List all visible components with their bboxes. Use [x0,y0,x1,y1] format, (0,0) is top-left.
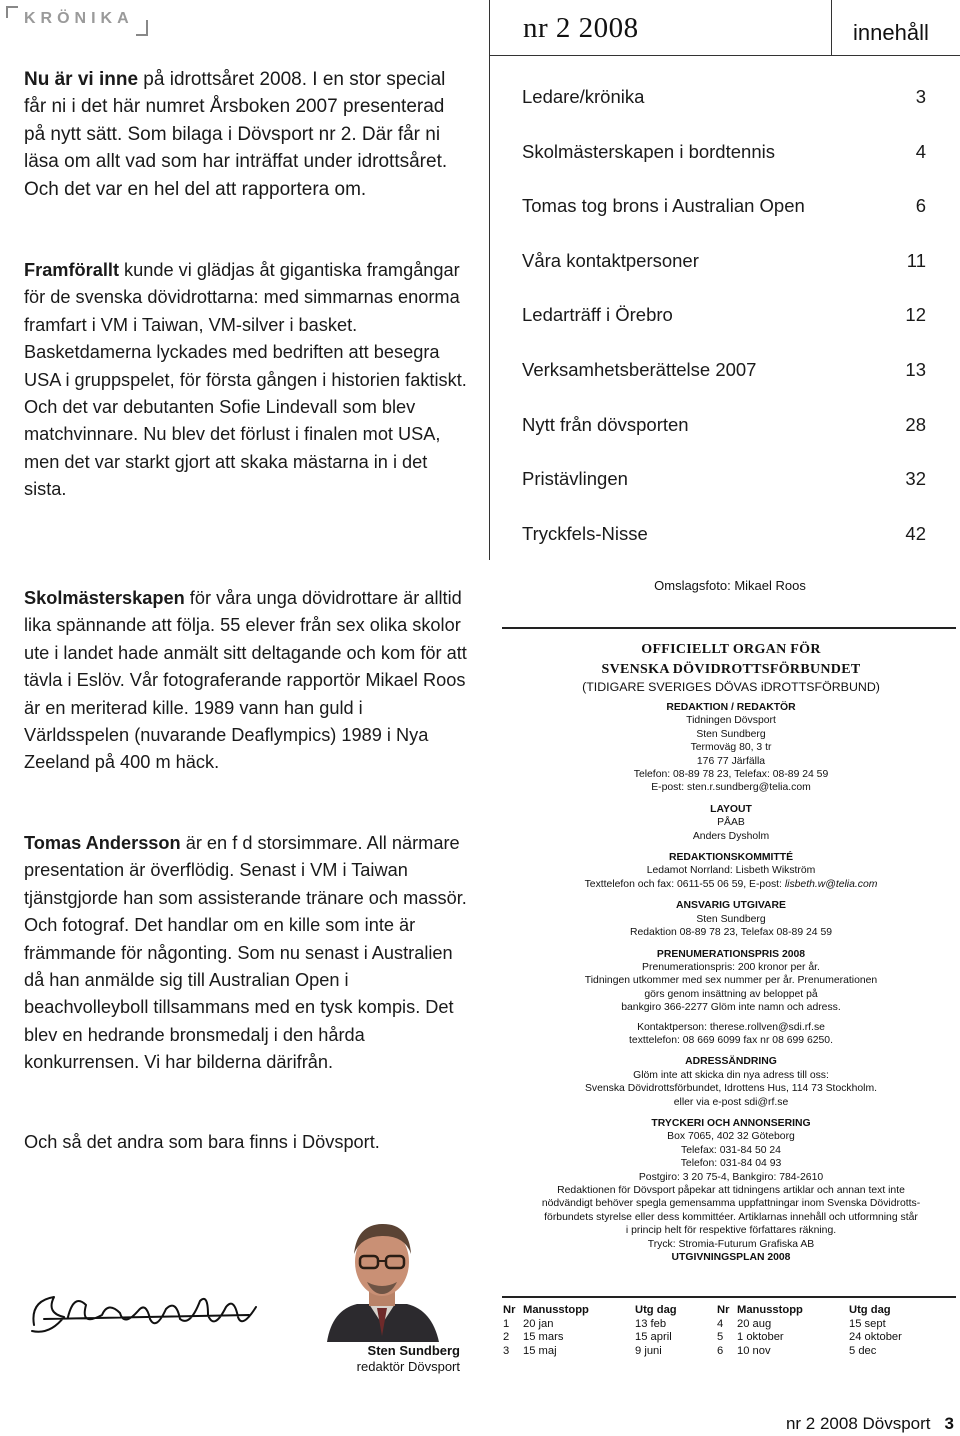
closing-line: Och så det andra som bara finns i Dövsport. [24,1132,380,1152]
toc-title: Tomas tog brons i Australian Open [522,195,805,217]
colophon-rule [502,627,956,629]
schedule-utg: 15 april [635,1331,672,1344]
schedule-row [503,1331,715,1345]
toc-entry[interactable] [522,304,926,359]
adress-line: eller via e-post sdi@rf.se [673,1096,789,1108]
redaktion-line: Telefon: 08-89 78 23, Telefax: 08-89 24 59 [633,769,829,781]
page-number: 3 [944,1414,954,1433]
pren-heading: PRENUMERATIONSPRIS 2008 [656,948,806,960]
schedule-utg: 13 feb [635,1317,667,1330]
tryck-line: Redaktionen för Dövsport påpekar att tidningens artiklar och annan text inte [557,1185,905,1196]
tryck-heading: TRYCKERI OCH ANNONSERING [651,1117,811,1129]
toc-page: 3 [915,86,926,107]
utgivare-line: Redaktion 08-89 78 23, Telefax 08-89 24 59 [630,927,832,939]
tryck-line: Telefax: 031-84 50 24 [681,1144,781,1156]
toc-title: Skolmästerskapen i bordtennis [522,140,775,162]
redaktion-line: Tidningen Dövsport [686,715,776,727]
schedule-header-manus: Manusstopp [737,1304,803,1316]
tryck-line: Telefon: 031-84 04 93 [680,1158,782,1170]
schedule-nr: 6 [717,1344,724,1357]
schedule-row [503,1345,715,1359]
layout-heading: LAYOUT [710,803,752,815]
org-former-name: (TIDIGARE SVERIGES DÖVAS iDROTTSFÖRBUND) [582,680,880,694]
kommitte-email[interactable]: lisbeth.w@telia.com [784,878,878,890]
schedule-manus: 15 maj [523,1344,557,1357]
schedule-nr: 4 [717,1317,724,1330]
schedule-row [717,1318,929,1332]
plan-heading: UTGIVNINGSPLAN 2008 [671,1252,791,1264]
tryck-line: nödvändigt behöver spegla gemensamma uppfattningar inom Svenska Dövidrotts- [541,1198,921,1210]
masthead [489,0,960,55]
paragraph-lead: Skolmästerskapen [24,588,185,608]
schedule-header-row [503,1304,715,1318]
toc-page: 13 [905,358,926,380]
org-line-1: OFFICIELLT ORGAN FÖR [641,642,821,657]
schedule-manus: 10 nov [737,1344,771,1357]
colophon [502,640,960,1264]
pren-contact-line: texttelefon: 08 669 6099 fax nr 08 699 6250. [629,1034,833,1046]
toc-page: 6 [915,195,926,217]
author-title: redaktör Dövsport [356,1359,460,1374]
column-divider [489,0,490,560]
paragraph-lead: Framförallt [24,260,119,280]
adress-line: Glöm inte att skicka din nya adress till oss: [633,1069,829,1081]
redaktion-line: Sten Sundberg [696,728,766,740]
section-label-box [0,0,150,38]
schedule-header-nr: Nr [503,1304,516,1316]
pren-line: Tidningen utkommer med sex nummer per år. Prenumerationen [584,975,878,987]
author-photo [317,1212,447,1342]
cover-photo-credit: Omslagsfoto: Mikael Roos [654,578,806,593]
redaktion-email[interactable]: E-post: sten.r.sundberg@telia.com [651,782,811,794]
pren-line: görs genom insättning av beloppet på [644,988,818,1000]
toc-page: 11 [906,249,926,271]
intro-text: på idrottsåret 2008. I en stor special får ni i det här numret Årsboken 2007 presenterad på nytt sätt. Som bilaga i Dövsport nr 2. Där får ni läsa om allt vad som har inträffat under idrottsåret. Och det var en hel del att rapportera om. [24,69,448,200]
issue-number: nr 2 2008 [523,12,639,44]
schedule-nr: 1 [503,1317,510,1330]
schedule-utg: 9 juni [635,1344,662,1357]
adress-heading: ADRESSÄNDRING [685,1056,777,1068]
org-line-2: SVENSKA DÖVIDROTTSFÖRBUNDET [601,662,861,677]
schedule-row [717,1331,929,1345]
footer-text: nr 2 2008 Dövsport [785,1414,931,1433]
corner-bracket-top-left [6,6,18,18]
schedule-manus: 20 jan [523,1317,554,1330]
paragraph-framforallt [24,257,469,504]
toc-title: Verksamhetsberättelse 2007 [522,358,757,380]
toc-title: Pristävlingen [522,468,628,490]
schedule-header-utg: Utg dag [849,1304,891,1316]
schedule-utg: 24 oktober [849,1331,902,1344]
toc-title: Tryckfels-Nisse [522,522,648,544]
kommitte-heading: REDAKTIONSKOMMITTÉ [668,852,794,864]
adress-line: Svenska Dövidrottsförbundet, Idrottens Hus, 114 73 Stockholm. [584,1083,878,1095]
toc-page: 28 [905,413,926,435]
paragraph-text: är en f d storsimmare. All närmare presentation är överflödig. Senast i VM i Taiwan tjänstgjorde han som assisterande tränare och massör. Och fotograf. Det handlar om en kille som inte är främmande för någonting. Som nu senast i Australien då han anmälde sig till Australian Open i beachvolleyboll tillsammans med en tysk kompis. Det blev en hedrande bronsmedalj i den hårda konkurrensen. Vi har bilderna därifrån. [24,833,467,1073]
signature [24,1283,264,1363]
redaktion-line: Termoväg 80, 3 tr [690,742,772,754]
schedule-header-row [717,1304,929,1318]
author-caption [330,1343,460,1375]
pren-line: bankgiro 366-2277 Glöm inte namn och adress. [621,1002,841,1014]
schedule-header-manus: Manusstopp [523,1304,589,1316]
toc-title: Ledare/krönika [522,86,645,107]
layout-line: Anders Dysholm [692,830,770,842]
kommitte-line: Ledamot Norrland: Lisbeth Wikström [646,865,816,877]
toc-entry[interactable] [522,141,926,196]
schedule-manus: 20 aug [737,1317,772,1330]
toc-entry[interactable] [522,414,926,469]
corner-bracket-bottom-right [136,20,148,36]
kommitte-contact [502,878,960,891]
pren-line: Prenumerationspris: 200 kronor per år. [642,961,820,973]
schedule-row [717,1345,929,1359]
toc-page: 42 [905,522,926,544]
masthead-rule [489,55,960,56]
schedule-nr: 2 [503,1331,510,1344]
schedule-table-right [717,1304,929,1358]
paragraph-tomas [24,830,469,1077]
schedule-utg: 15 sept [849,1317,886,1330]
toc-page: 12 [905,304,926,326]
layout-line: PÅAB [717,817,745,829]
schedule-manus: 1 oktober [737,1331,784,1344]
schedule-header-utg: Utg dag [635,1304,677,1316]
toc-page: 32 [905,468,926,490]
toc-entry[interactable] [522,523,926,578]
intro-lead: Nu är vi inne [24,69,139,90]
toc-entry[interactable] [522,250,926,305]
tryck-line: Tryck: Stromia-Futurum Grafiska AB [647,1238,815,1250]
schedule-nr: 3 [503,1344,510,1357]
table-of-contents [522,86,926,577]
redaktion-heading: REDAKTION / REDAKTÖR [666,702,796,713]
toc-title: Ledarträff i Örebro [522,304,673,326]
section-label: KRÖNIKA [24,10,134,27]
schedule-utg: 5 dec [849,1344,877,1357]
paragraph-text: kunde vi glädjas åt gigantiska framgångar för de svenska dövidrottarna: med simmarnas enorma framfart i VM i Taiwan, VM-silver i basket. Basketdamerna lyckades med bedriften att besegra USA i gruppspelet, för första gången i historien faktiskt. Och det var debutanten Sofie Lindevall som blev matchvinnare. Nu blev det förlust i finalen mot USA, men det var starkt gjort att skaka mästarna in i det sista. [24,260,467,500]
contents-label: innehåll [853,20,929,45]
paragraph-text: för våra unga dövidrottare är alltid lika spännande att följa. 55 elever från sex olika skolor ute i landet hade anmält sitt deltagande och kom för att tävla i Eslöv. Vår fotograferande rapportör Mikael Roos är en meriterad kille. 1989 vann han guld i Världsspelen (nuvarande Deaflympics) 1989 i Nya Zeeland på 400 m häck. [24,588,467,773]
paragraph-lead: Tomas Andersson [24,833,181,853]
toc-title: Nytt från dövsporten [522,413,689,435]
intro-paragraph [24,66,469,203]
tryck-line: förbundets styrelse eller dess kommittéer. Artiklarnas innehåll och utformning står [544,1211,918,1223]
tryck-line: i princip helt för respektive författares räkning. [625,1225,837,1237]
masthead-divider [831,0,832,55]
author-name: Sten Sundberg [367,1343,460,1358]
utgivare-heading: ANSVARIG UTGIVARE [676,900,786,912]
utgivare-line: Sten Sundberg [696,913,766,925]
schedule-manus: 15 mars [523,1331,564,1344]
kommitte-contact-prefix: Texttelefon och fax: 0611-55 06 59, E-post: [584,878,785,890]
schedule-nr: 5 [717,1331,724,1344]
schedule-header-nr: Nr [717,1304,730,1316]
schedule-row [503,1318,715,1332]
tryck-line: Postgiro: 3 20 75-4, Bankgiro: 784-2610 [638,1171,824,1183]
pren-contact-line: Kontaktperson: therese.rollven@sdi.rf.se [637,1021,825,1033]
tryck-line: Box 7065, 402 32 Göteborg [667,1131,795,1143]
paragraph-skolmasterskapen [24,585,469,777]
toc-title: Våra kontaktpersoner [522,249,699,271]
toc-entry[interactable] [522,86,926,141]
schedule-table-left [503,1304,715,1358]
toc-entry[interactable] [522,468,926,523]
redaktion-line: 176 77 Järfälla [696,755,766,767]
toc-entry[interactable] [522,195,926,250]
toc-page: 4 [915,140,926,162]
schedule-rule [502,1296,956,1298]
page-footer [786,1414,954,1434]
toc-entry[interactable] [522,359,926,414]
